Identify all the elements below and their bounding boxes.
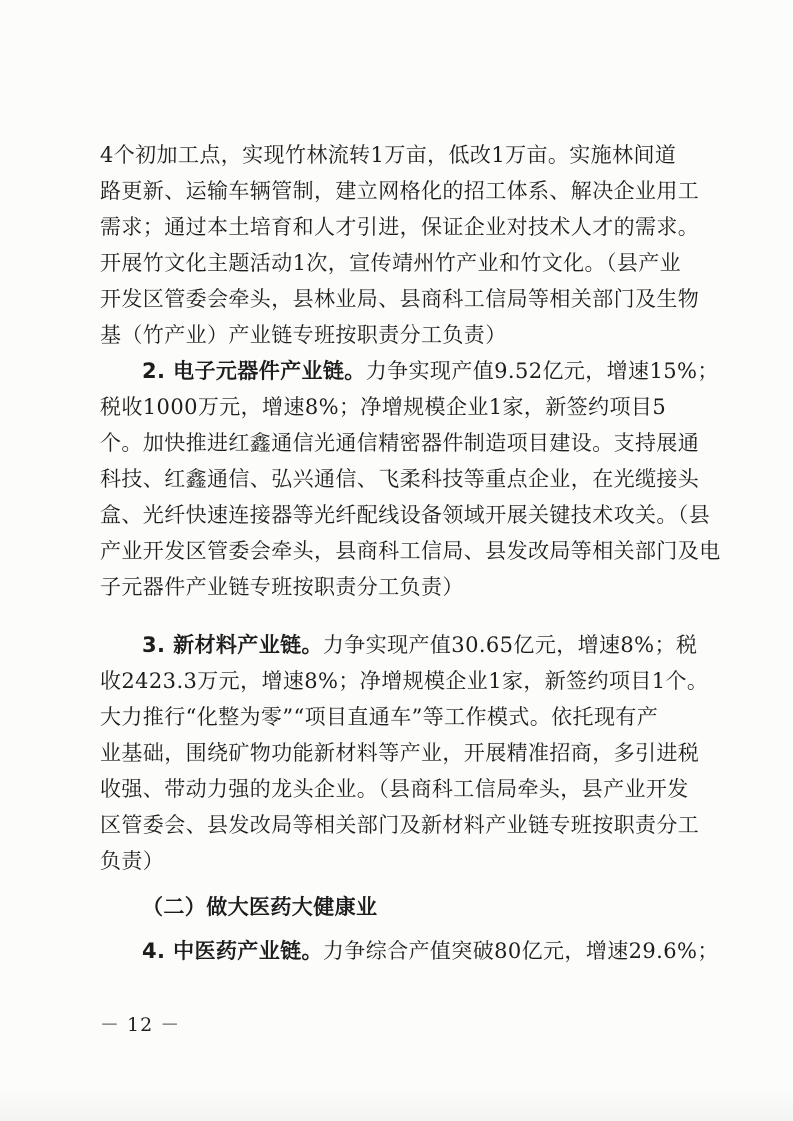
scan-shadow <box>0 1088 793 1121</box>
item-3-text: 力争实现产值30.65亿元，增速8%；税 <box>322 633 698 657</box>
item-3-heading: 3. 新材料产业链。 <box>142 633 323 657</box>
text-line: 收2423.3万元，增速8%；净增规模企业1家，新签约项目1个。 <box>100 669 709 693</box>
text-line: 收强、带动力强的龙头企业。（县商科工信局牵头，县产业开发 <box>100 777 689 801</box>
text-line: 4个初加工点，实现竹林流转1万亩，低改1万亩。实施林间道 <box>100 143 677 167</box>
item-2-heading: 2. 电子元器件产业链。 <box>142 359 366 383</box>
text-line: 区管委会、县发改局等相关部门及新材料产业链专班按职责分工 <box>100 813 700 837</box>
text-line: 业基础，围绕矿物功能新材料等产业，开展精准招商，多引进税 <box>100 741 700 765</box>
item-2-line <box>142 356 719 386</box>
text-line: 子元器件产业链专班按职责分工负责） <box>100 575 464 599</box>
text-line: 开展竹文化主题活动1次，宣传靖州竹产业和竹文化。（县产业 <box>100 251 682 275</box>
item-4-line <box>142 936 719 966</box>
item-4-heading: 4. 中医药产业链。 <box>142 939 323 963</box>
text-line: 盒、光纤快速连接器等光纤配线设备领域开展关键技术攻关。（县 <box>100 503 711 527</box>
item-4-text: 力争综合产值突破80亿元，增速29.6%； <box>322 939 719 963</box>
item-3-line <box>142 630 697 660</box>
text-line: 开发区管委会牵头，县林业局、县商科工信局等相关部门及生物 <box>100 287 700 311</box>
text-line: 科技、红鑫通信、弘兴通信、飞柔科技等重点企业，在光缆接头 <box>100 467 700 491</box>
text-line: 负责） <box>100 849 165 873</box>
text-line: 基（竹产业）产业链专班按职责分工负责） <box>100 323 507 347</box>
text-line: 个。加快推进红鑫通信光通信精密器件制造项目建设。支持展通 <box>100 431 700 455</box>
text-line: 税收1000万元，增速8%；净增规模企业1家，新签约项目5 <box>100 395 667 419</box>
text-line: 大力推行“化整为零”“项目直通车”等工作模式。依托现有产 <box>100 705 659 729</box>
text-line: 需求；通过本土培育和人才引进，保证企业对技术人才的需求。 <box>100 215 700 239</box>
text-line: 产业开发区管委会牵头，县商科工信局、县发改局等相关部门及电 <box>100 539 721 563</box>
text-line: 路更新、运输车辆管制，建立网格化的招工体系、解决企业用工 <box>100 179 700 203</box>
page-number: － 12 － <box>100 1014 181 1036</box>
item-2-text: 力争实现产值9.52亿元，增速15%； <box>365 359 719 383</box>
section-heading: （二）做大医药大健康业 <box>142 895 378 919</box>
